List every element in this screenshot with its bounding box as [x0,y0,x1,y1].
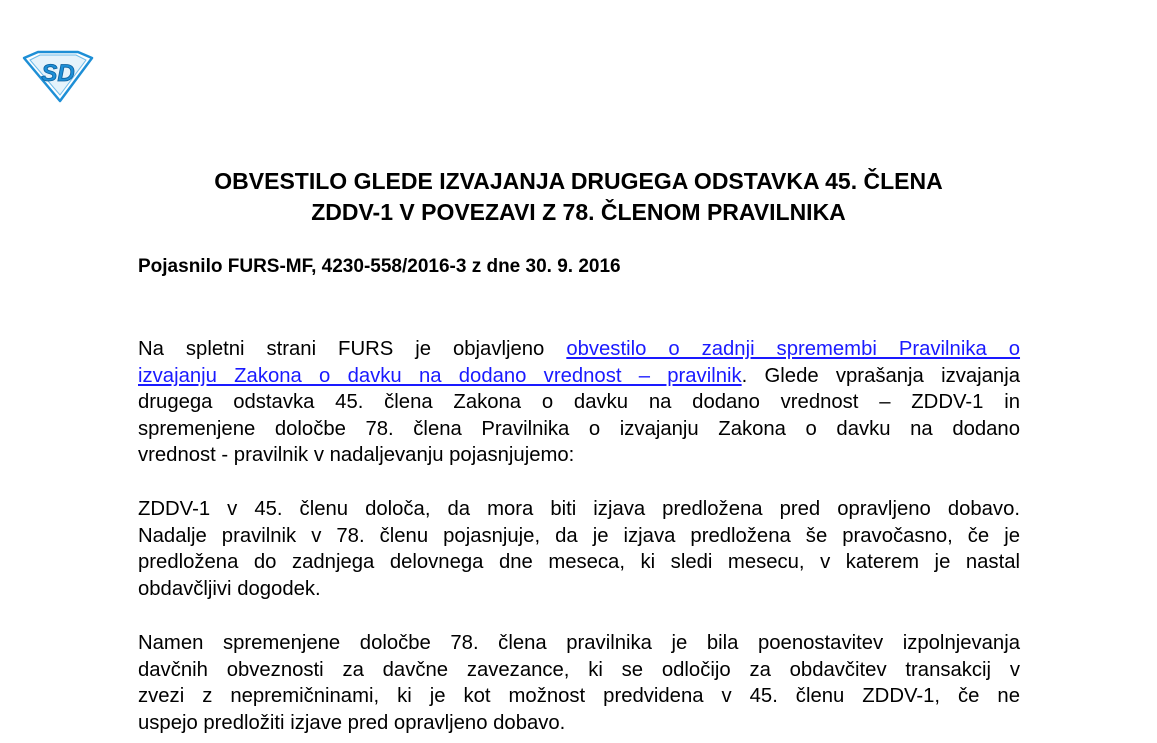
paragraph-3-line-2: davčnih obveznosti za davčne zavezance, ki se odločijo za obdavčitev transakcij v [138,658,1020,681]
title-line-2: ZDDV-1 V POVEZAVI Z 78. ČLENOM PRAVILNIKA [311,199,846,225]
paragraph-1-line-1: Na spletni strani FURS je objavljeno obvestilo o zadnji spremembi Pravilnika o [138,338,1021,360]
paragraph-3-line-4: uspejo predložiti izjave pred opravljeno dobavo. [138,711,566,734]
reference-line: Pojasnilo FURS-MF, 4230-558/2016-3 z dne 30. 9. 2016 [138,256,621,277]
paragraph-2-line-3: predložena do zadnjega delovnega dne meseca, ki sledi mesecu, v katerem je nastal [138,551,1020,574]
paragraph-1 [138,336,1020,469]
paragraph-1-line-2: izvajanju Zakona o davku na dodano vrednost – pravilnik. Glede vprašanja izvajanja [138,364,1020,387]
paragraph-3-line-3: zvezi z nepremičninami, ki je kot možnost predvidena v 45. členu ZDDV-1, če ne [138,685,1020,708]
paragraph-3-line-1: Namen spremenjene določbe 78. člena pravilnika je bila poenostavitev izpolnjevanja [138,632,1020,654]
svg-text:SD: SD [41,60,75,87]
paragraph-2 [138,496,1020,602]
paragraph-2-line-4: obdavčljivi dogodek. [138,577,321,600]
paragraph-2-line-2: Nadalje pravilnik v 78. členu pojasnjuje, da je izjava predložena še pravočasno, če je [138,524,1020,547]
furs-notice-link-continued[interactable]: izvajanju Zakona o davku na dodano vrednost – pravilnik [138,364,742,387]
document-title [120,166,1037,228]
paragraph-2-line-1: ZDDV-1 v 45. členu določa, da mora biti izjava predložena pred opravljeno dobavo. [138,498,1020,520]
paragraph-1-line-4: spremenjene določbe 78. člena Pravilnika o izvajanju Zakona o davku na dodano [138,417,1020,440]
paragraph-1-line-3: drugega odstavka 45. člena Zakona o davku na dodano vrednost – ZDDV-1 in [138,391,1020,414]
paragraph-1-line-5: vrednost - pravilnik v nadaljevanju pojasnjujemo: [138,444,575,467]
title-line-1: OBVESTILO GLEDE IZVAJANJA DRUGEGA ODSTAVKA 45. ČLENA [214,168,943,194]
paragraph-3 [138,630,1020,736]
furs-notice-link[interactable]: obvestilo o zadnji spremembi Pravilnika o [566,338,1021,360]
sd-logo [20,48,96,104]
